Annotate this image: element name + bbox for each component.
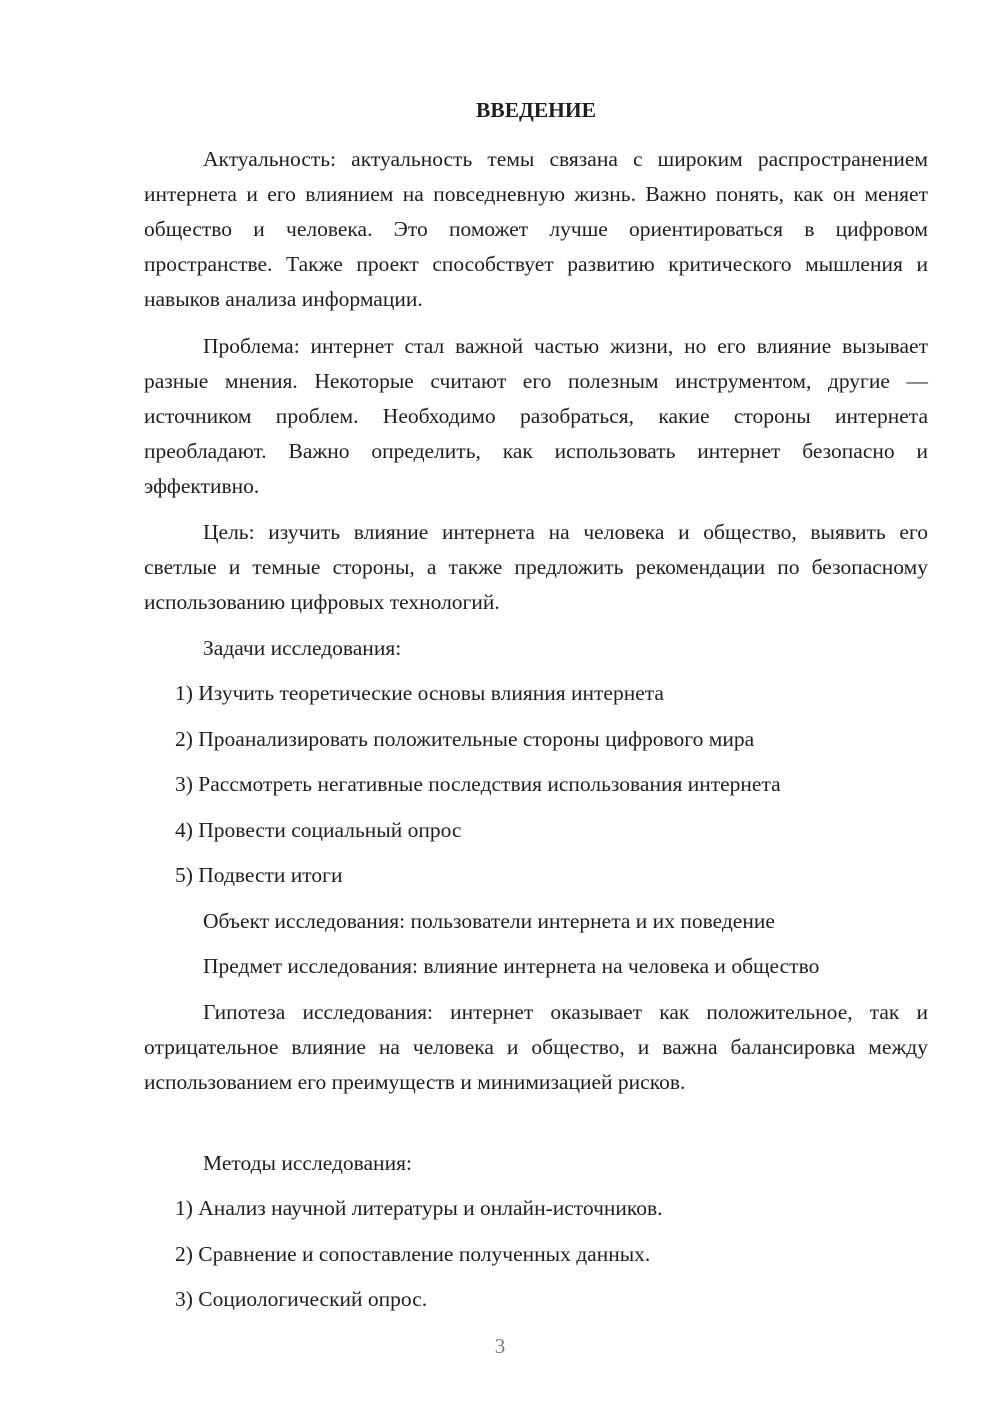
problem-paragraph: Проблема: интернет стал важной частью жизни, но его влияние вызывает разные мнения. Некоторые считают его полезным инструментом, другие — источником проблем. Необходимо разобраться, какие стороны интернета преобладают. Важно определить, как использовать интернет безопасно и эффективно. [144, 334, 928, 498]
actuality-paragraph: Актуальность: актуальность темы связана с широким распространением интернета и его влиянием на повседневную жизнь. Важно понять, как он меняет общество и человека. Это поможет лучше ориентироваться в цифровом пространстве. Также проект способствует развитию критического мышления и навыков анализа информации. [144, 147, 928, 311]
research-object: Объект исследования: пользователи интернета и их поведение [203, 909, 775, 933]
task-item-4: 4) Провести социальный опрос [175, 818, 462, 842]
page-number: 3 [494, 1334, 506, 1358]
method-item-3: 3) Социологический опрос. [175, 1287, 428, 1311]
task-item-3: 3) Рассмотреть негативные последствия использования интернета [175, 772, 781, 796]
task-item-1: 1) Изучить теоретические основы влияния интернета [175, 681, 664, 705]
task-item-5: 5) Подвести итоги [175, 863, 343, 887]
methods-label: Методы исследования: [203, 1151, 412, 1175]
page-title: ВВЕДЕНИЕ [476, 98, 596, 122]
method-item-2: 2) Сравнение и сопоставление полученных данных. [175, 1242, 651, 1266]
task-item-2: 2) Проанализировать положительные стороны цифрового мира [175, 727, 755, 751]
goal-paragraph: Цель: изучить влияние интернета на человека и общество, выявить его светлые и темные стороны, а также предложить рекомендации по безопасному использованию цифровых технологий. [144, 520, 928, 614]
hypothesis-paragraph: Гипотеза исследования: интернет оказывает как положительное, так и отрицательное влияние на человека и общество, и важна балансировка между использованием его преимуществ и минимизацией рисков. [144, 1000, 928, 1094]
method-item-1: 1) Анализ научной литературы и онлайн-источников. [175, 1196, 663, 1220]
tasks-label: Задачи исследования: [203, 636, 402, 660]
research-subject: Предмет исследования: влияние интернета на человека и общество [203, 954, 820, 978]
